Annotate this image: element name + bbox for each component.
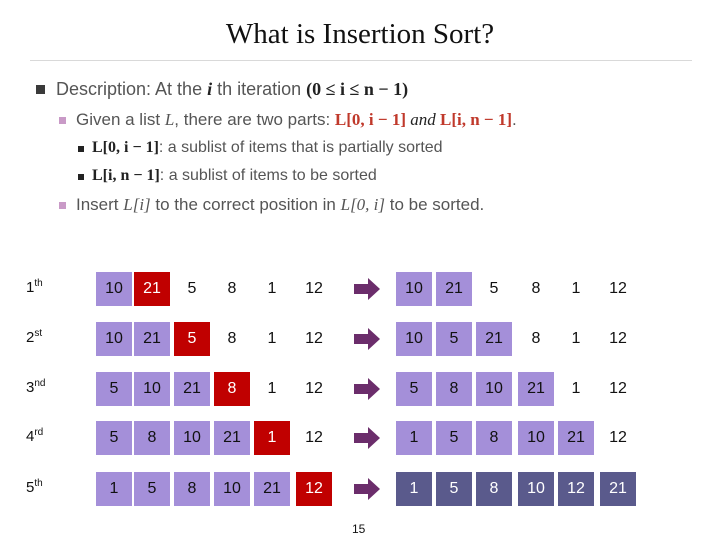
given-end: . [512, 110, 517, 129]
after-cell: 10 [396, 272, 432, 306]
unsorted-part-expr: L[i, n − 1] [92, 167, 160, 184]
insert-expr2: L[0, i] [340, 195, 386, 214]
after-cell: 8 [436, 372, 472, 406]
bullet-square-icon [59, 117, 66, 124]
before-cell: 5 [187, 280, 197, 297]
before-cell: 12 [305, 380, 323, 397]
before-cell: 1 [267, 330, 277, 347]
before-cell: 1 [267, 280, 277, 297]
before-cell: 5 [134, 472, 170, 506]
after-cell: 12 [558, 472, 594, 506]
after-cell: 12 [609, 280, 627, 297]
bullet-square-icon [36, 85, 45, 94]
after-cell: 5 [436, 421, 472, 455]
before-cell: 12 [305, 330, 323, 347]
sorted-part-text: : a sublist of items that is partially sorted [158, 139, 443, 156]
insert-text1: Insert [76, 195, 124, 214]
bullet-sorted-part [92, 139, 443, 157]
before-cell: 8 [214, 372, 250, 406]
before-cell: 5 [96, 372, 132, 406]
iteration-number: 4 [26, 428, 35, 445]
given-list-var: L [164, 110, 175, 129]
iteration-suffix: st [34, 328, 43, 339]
iteration-number: 1 [26, 279, 35, 296]
page-number: 15 [352, 522, 366, 536]
after-cell: 5 [396, 372, 432, 406]
before-cell: 21 [174, 372, 210, 406]
before-cell: 1 [267, 380, 277, 397]
after-cell: 8 [531, 330, 541, 347]
after-cell: 10 [476, 372, 512, 406]
after-cell: 12 [609, 380, 627, 397]
after-cell: 8 [476, 472, 512, 506]
iteration-label [26, 378, 81, 396]
given-mid: , there are two parts: [174, 110, 335, 129]
description-var: i [207, 79, 213, 99]
after-cell: 1 [396, 421, 432, 455]
after-cell: 21 [558, 421, 594, 455]
bullet-square-icon [59, 202, 66, 209]
before-cell: 12 [296, 472, 332, 506]
iteration-number: 5 [26, 479, 35, 496]
iteration-label [26, 278, 81, 296]
after-cell: 12 [609, 330, 627, 347]
after-cell: 21 [518, 372, 554, 406]
before-cell: 10 [96, 272, 132, 306]
iteration-label [26, 427, 81, 445]
after-cell: 1 [396, 472, 432, 506]
before-cell: 21 [214, 421, 250, 455]
description-text: Description: At the [56, 79, 208, 99]
given-part2: L[i, n − 1] [440, 110, 513, 129]
description-mid: th iteration [212, 79, 307, 99]
bullet-square-icon [78, 146, 84, 152]
before-cell: 21 [254, 472, 290, 506]
insert-expr1: L[i] [123, 195, 151, 214]
after-cell: 10 [518, 472, 554, 506]
iteration-suffix: th [34, 278, 43, 289]
right-arrow-icon [354, 427, 380, 449]
after-cell: 5 [436, 322, 472, 356]
before-cell: 21 [134, 322, 170, 356]
unsorted-part-text: : a sublist of items to be sorted [159, 167, 377, 184]
after-cell: 1 [571, 380, 581, 397]
right-arrow-icon [354, 278, 380, 300]
after-cell: 10 [396, 322, 432, 356]
bullet-square-icon [78, 174, 84, 180]
insert-text3: to be sorted. [385, 195, 485, 214]
before-cell: 21 [134, 272, 170, 306]
iteration-label [26, 478, 81, 496]
bullet-insert [76, 195, 484, 215]
before-cell: 8 [227, 330, 237, 347]
given-part1: L[0, i − 1] [334, 110, 406, 129]
iteration-label [26, 328, 81, 346]
iteration-suffix: nd [34, 378, 46, 389]
before-cell: 5 [96, 421, 132, 455]
right-arrow-icon [354, 328, 380, 350]
before-cell: 1 [96, 472, 132, 506]
after-cell: 21 [436, 272, 472, 306]
after-cell: 12 [609, 429, 627, 446]
before-cell: 1 [254, 421, 290, 455]
before-cell: 10 [214, 472, 250, 506]
sorted-part-expr: L[0, i − 1] [92, 139, 159, 156]
bullet-description [56, 79, 408, 100]
before-cell: 12 [305, 280, 323, 297]
before-cell: 5 [174, 322, 210, 356]
description-condition: (0 ≤ i ≤ n − 1) [306, 79, 409, 99]
before-cell: 8 [227, 280, 237, 297]
given-text: Given a list [76, 110, 165, 129]
right-arrow-icon [354, 378, 380, 400]
before-cell: 8 [134, 421, 170, 455]
iteration-suffix: rd [34, 427, 44, 438]
iteration-suffix: th [34, 478, 43, 489]
right-arrow-icon [354, 478, 380, 500]
given-and: and [406, 110, 440, 129]
after-cell: 5 [489, 280, 499, 297]
bullet-unsorted-part [92, 167, 377, 185]
after-cell: 1 [571, 280, 581, 297]
bullet-given-list [76, 110, 517, 130]
after-cell: 1 [571, 330, 581, 347]
iteration-number: 3 [26, 379, 35, 396]
after-cell: 8 [476, 421, 512, 455]
after-cell: 10 [518, 421, 554, 455]
iteration-number: 2 [26, 329, 35, 346]
after-cell: 21 [600, 472, 636, 506]
slide-title: What is Insertion Sort? [225, 18, 495, 50]
before-cell: 10 [174, 421, 210, 455]
before-cell: 10 [134, 372, 170, 406]
after-cell: 8 [531, 280, 541, 297]
after-cell: 21 [476, 322, 512, 356]
after-cell: 5 [436, 472, 472, 506]
insert-text2: to the correct position in [150, 195, 341, 214]
before-cell: 12 [305, 429, 323, 446]
before-cell: 8 [174, 472, 210, 506]
title-divider [30, 60, 692, 61]
before-cell: 10 [96, 322, 132, 356]
